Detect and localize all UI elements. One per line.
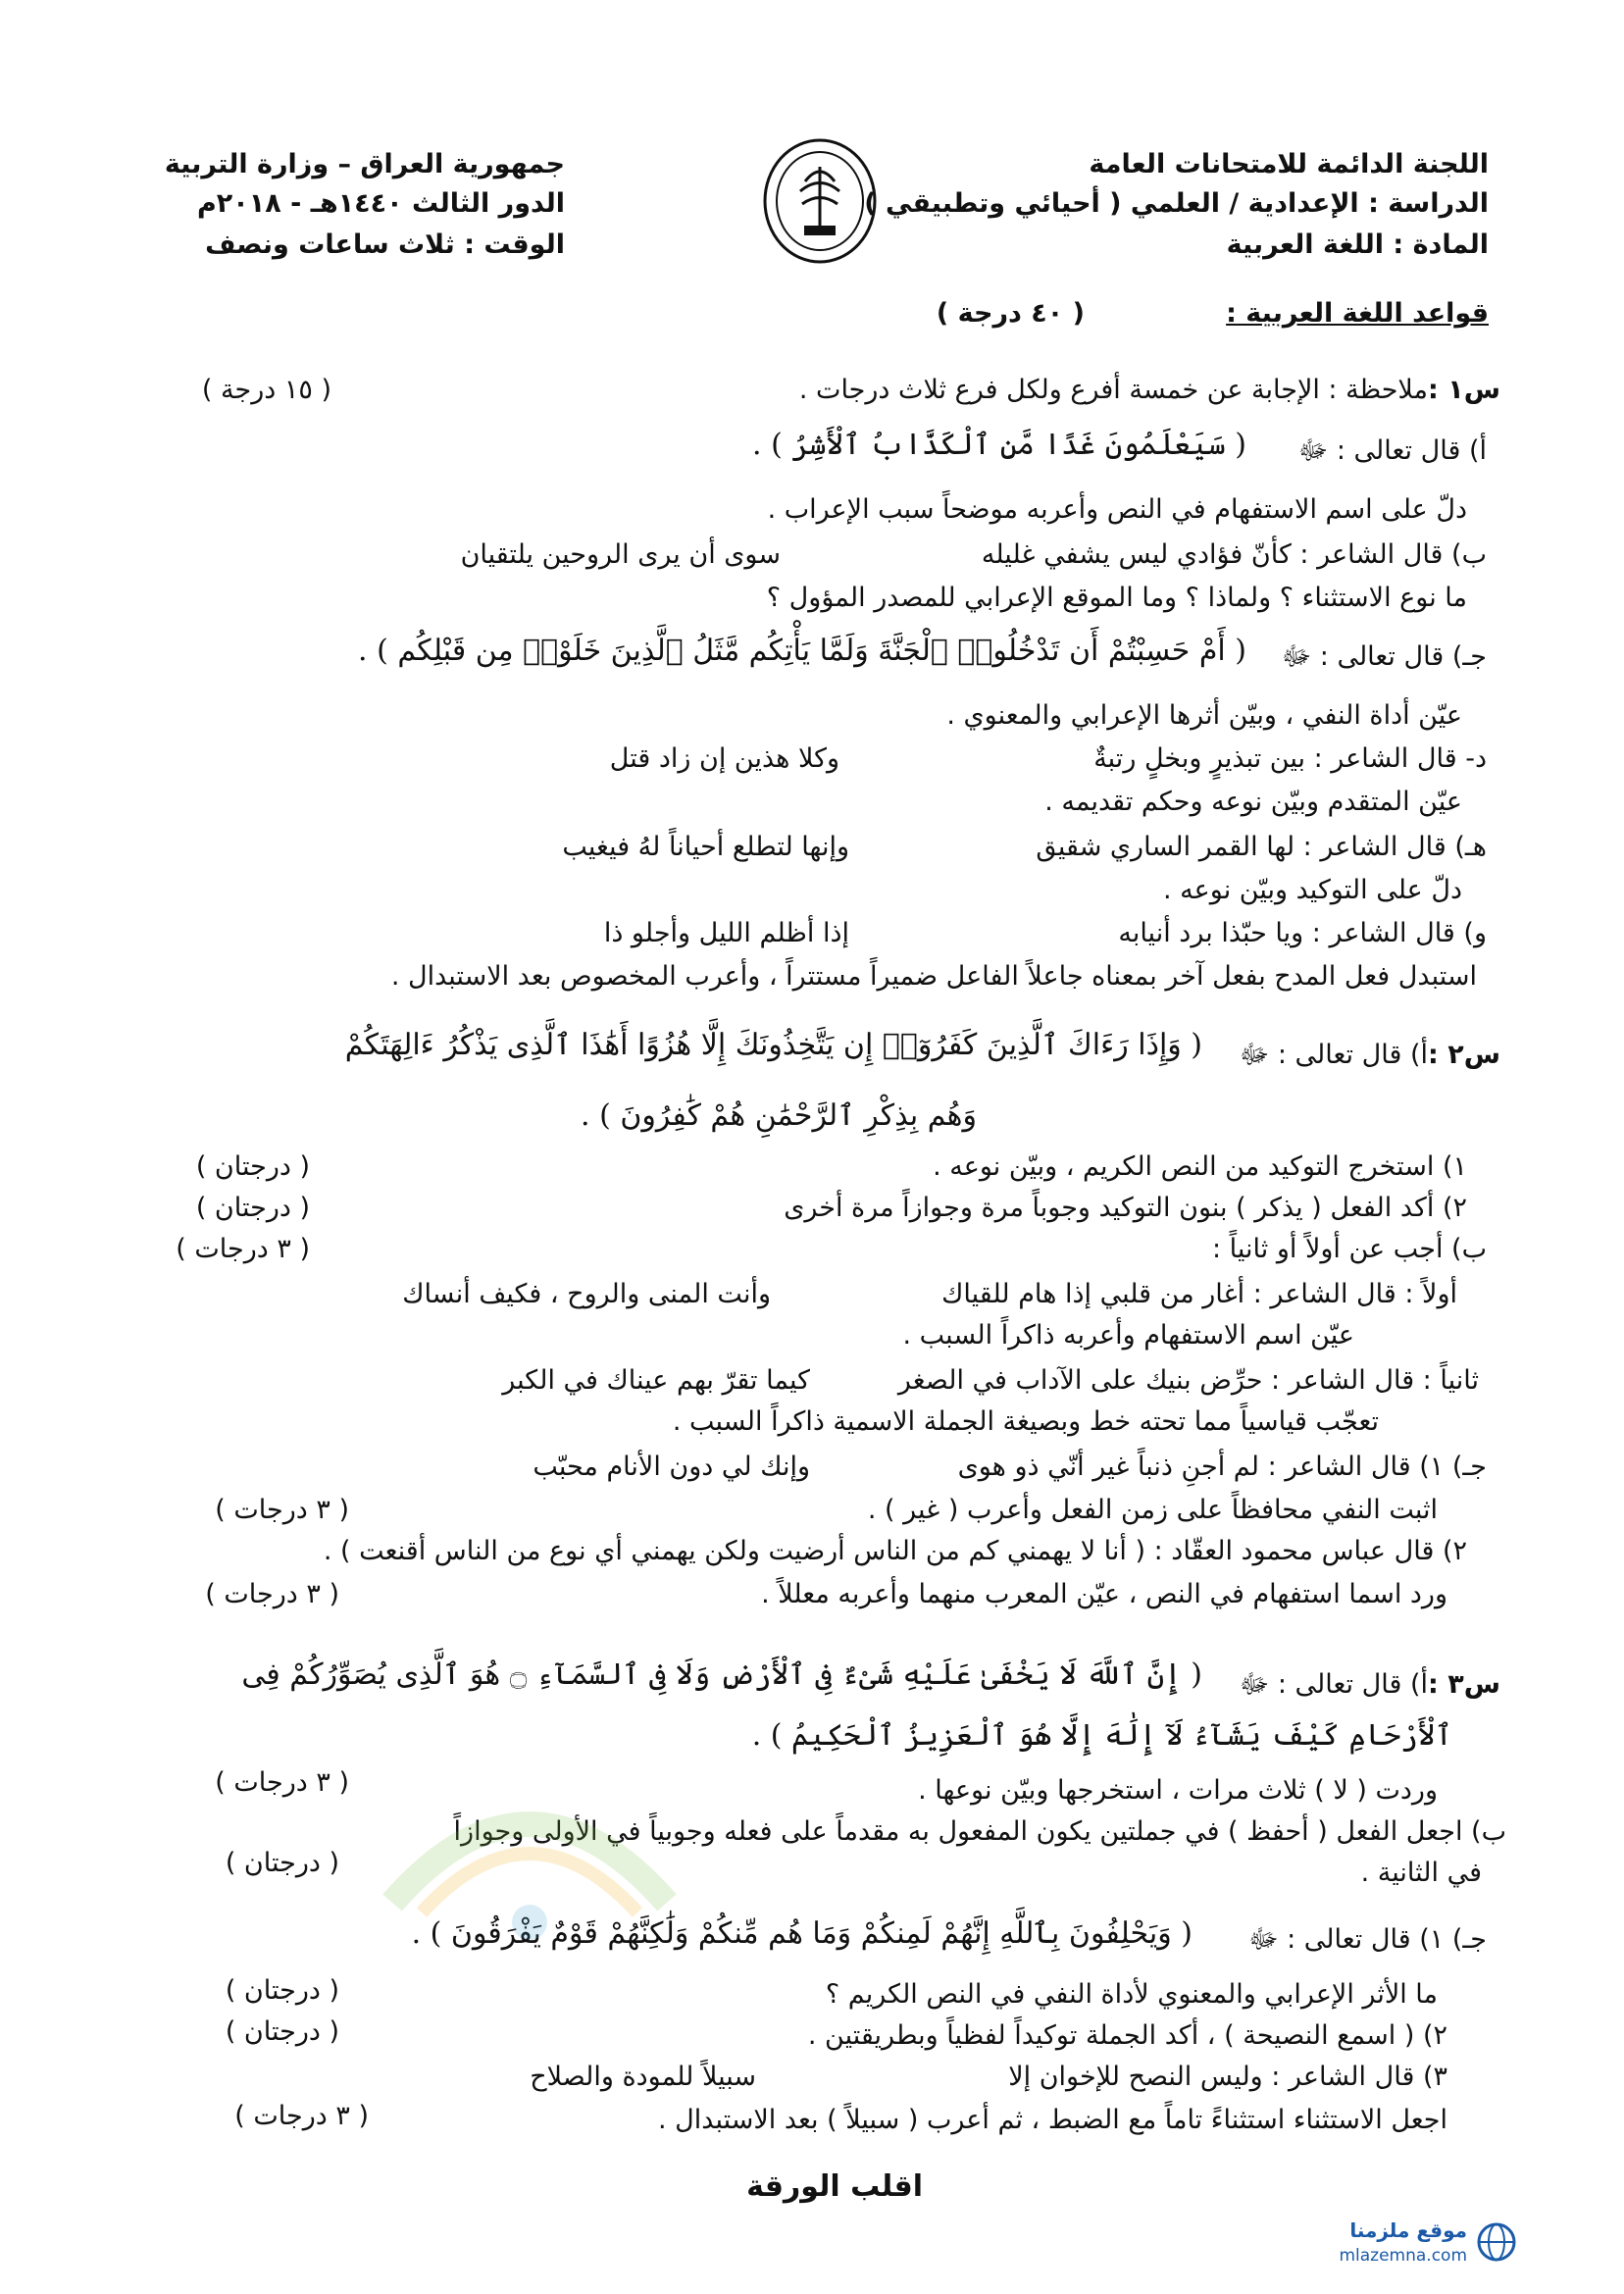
q3-c2: ٢) ( اسمع النصيحة ) ، أكد الجملة توكيداً لفظياً وبطريقتين . <box>807 2020 1447 2051</box>
q1-f-task: استبدل فعل المدح بفعل آخر بمعناه جاعلاً الفاعل ضميراً مستتراً ، وأعرب المخصوص بعد الاستبدال . <box>390 961 1477 992</box>
turn-page-note: اقلب الورقة <box>746 2169 923 2204</box>
q3-c1-task: ما الأثر الإعرابي والمعنوي لأداة النفي في النص الكريم ؟ <box>825 1979 1438 2010</box>
q3-b-line1: ب) اجعل الفعل ( أحفظ ) في جملتين يكون المفعول به مقدماً على فعله وجوبياً في الأولى وجوازاً <box>453 1816 1506 1847</box>
q2-b1-verse2: وأنت المنى والروح ، فكيف أنساك <box>402 1279 771 1309</box>
q3-c2-marks: ( درجتان ) <box>225 2016 339 2047</box>
exam-round: الدور الثالث ١٤٤٠هـ - ٢٠١٨م <box>197 188 565 219</box>
q1-a-task: دلّ على اسم الاستفهام في النص وأعربه موضحاً سبب الإعراب . <box>767 494 1467 525</box>
q2-c1-task: اثبت النفي محافظاً على زمن الفعل وأعرب ( غير ) . <box>867 1495 1438 1525</box>
q3-a-verse2: ٱلْأَرْحَامِ كَيْفَ يَشَآءُ لَآ إِلَٰهَ إِلَّا هُوَ ٱلْعَزِيزُ ٱلْحَكِيمُ ) . <box>751 1718 1452 1753</box>
q1-e-intro: هـ) قال الشاعر : لها القمر الساري شقيق <box>1036 832 1487 862</box>
watermark-logo <box>353 1707 706 1962</box>
q3-b-marks: ( درجتان ) <box>225 1848 339 1878</box>
q1-d-intro: د- قال الشاعر : بين تبذيرٍ وبخلٍ رتبةٌ <box>1093 743 1487 774</box>
site-name: موقع ملزمنا <box>1349 2218 1467 2242</box>
q1-c-task: عيّن أداة النفي ، وبيّن أثرها الإعرابي والمعنوي . <box>946 700 1462 731</box>
q1-e-verse2: وإنها لتطلع أحياناً لهُ فيغيب <box>562 832 849 862</box>
q3-c3-marks: ( ٣ درجات ) <box>234 2101 369 2131</box>
q1-a-verse: ( سَيَعْلَمُونَ غَدًا مَّنِ ٱلْكَذَّابُ ٱلْأَشِرُ ) . <box>752 428 1246 462</box>
q1-marks: ( ١٥ درجة ) <box>201 375 331 405</box>
q2-a-intro: أ) قال تعالى : ﷻ <box>1239 1040 1428 1070</box>
q3-c3-intro: ٣) قال الشاعر : وليس النصح للإخوان إلا <box>1008 2062 1447 2092</box>
q2-b1-intro: أولاً : قال الشاعر : أغار من قلبي إذا هام للقياك <box>941 1279 1457 1309</box>
site-url[interactable]: mlazemna.com <box>1339 2246 1467 2266</box>
q2-c2-marks: ( ٣ درجات ) <box>205 1579 339 1609</box>
q1-b-intro: ب) قال الشاعر : كأنّ فؤادي ليس يشفي غليله <box>981 539 1487 570</box>
q3-a-verse1: ( إِنَّ ٱللَّهَ لَا يَخْفَىٰ عَلَيْهِ شَىْءٌ فِى ٱلْأَرْضِ وَلَا فِى ٱلسَّمَآءِ ۝ هُوَ ٱلَّذِى يُصَوِّرُكُمْ فِى <box>241 1657 1202 1692</box>
q1-e-task: دلّ على التوكيد وبيّن نوعه . <box>1163 875 1462 905</box>
q2-b2-verse2: كيما تقرّ بهم عيناك في الكبر <box>502 1365 810 1396</box>
q3-c1-verse: ( وَيَحْلِفُونَ بِٱللَّهِ إِنَّهُمْ لَمِنكُمْ وَمَا هُم مِّنكُمْ وَلَٰكِنَّهُمْ قَوْمٌ يَفْرَقُونَ ) . <box>411 1916 1193 1951</box>
q2-label: س٢ : <box>1428 1040 1500 1070</box>
globe-icon <box>1476 2221 1517 2263</box>
q2-b2-task: تعجّب قياسياً مما تحته خط وبصيغة الجملة الاسمية ذاكراً السبب . <box>672 1406 1379 1437</box>
q2-a-verse2: وَهُم بِذِكْرِ ٱلرَّحْمَٰنِ هُمْ كَٰفِرُونَ ) . <box>581 1098 977 1133</box>
q3-c1-intro: جـ) ١) قال تعالى : ﷻ <box>1248 1924 1487 1955</box>
ministry-seal-logo <box>761 137 879 265</box>
q1-f-verse2: إذا أظلم الليل وأجلو ذا <box>603 918 849 948</box>
study-type: الدراسة : الإعدادية / العلمي ( أحيائي وتطبيقي ) <box>864 188 1489 219</box>
q3-b-line2: في الثانية . <box>1360 1858 1482 1888</box>
q3-c3-task: اجعل الاستثناء استثناءً تاماً مع الضبط ، ثم أعرب ( سبيلاً ) بعد الاستبدال . <box>657 2105 1447 2135</box>
exam-time: الوقت : ثلاث ساعات ونصف <box>205 229 565 260</box>
q1-f-intro: و) قال الشاعر : ويا حبّذا برد أنيابه <box>1118 918 1487 948</box>
q3-c3-verse2: سبيلاً للمودة والصلاح <box>530 2062 756 2092</box>
section-title: قواعد اللغة العربية : <box>1226 298 1489 329</box>
committee-name: اللجنة الدائمة للامتحانات العامة <box>1089 149 1489 179</box>
q1-d-task: عيّن المتقدم وبيّن نوعه وحكم تقديمه . <box>1044 787 1462 817</box>
q3-a-task: وردت ( لا ) ثلاث مرات ، استخرجها وبيّن نوعها . <box>918 1775 1438 1806</box>
q3-a-intro: أ) قال تعالى : ﷻ <box>1239 1669 1428 1700</box>
q2-b1-task: عيّن اسم الاستفهام وأعربه ذاكراً السبب . <box>902 1320 1354 1351</box>
q1-note: ملاحظة : الإجابة عن خمسة أفرع ولكل فرع ثلاث درجات . <box>798 375 1428 405</box>
q1-c-verse: ( أَمْ حَسِبْتُمْ أَن تَدْخُلُوا۟ ٱلْجَنَّةَ وَلَمَّا يَأْتِكُم مَّثَلُ ٱلَّذِينَ خَلَوْا۟ مِن قَبْلِكُم ) . <box>358 634 1246 668</box>
subject-name: المادة : اللغة العربية <box>1226 229 1489 260</box>
q3-c1-marks: ( درجتان ) <box>225 1975 339 2006</box>
q2-c2-intro: ٢) قال عباس محمود العقّاد : ( أنا لا يهمني كم من الناس أرضيت ولكن يهمني أي نوع من الناس أقنعت ) . <box>323 1536 1467 1566</box>
q2-b-marks: ( ٣ درجات ) <box>176 1234 310 1264</box>
q2-c1-verse2: وإنك لي دون الأنام محبّب <box>533 1452 810 1482</box>
q2-a1: ١) استخرج التوكيد من النص الكريم ، وبيّن نوعه . <box>933 1151 1467 1182</box>
q2-a2-marks: ( درجتان ) <box>195 1193 310 1223</box>
ministry-name: جمهورية العراق – وزارة التربية <box>164 149 565 179</box>
q1-b-task: ما نوع الاستثناء ؟ ولماذا ؟ وما الموقع الإعرابي للمصدر المؤول ؟ <box>766 583 1467 613</box>
q2-b2-intro: ثانياً : قال الشاعر : حرِّض بنيك على الآداب في الصغر <box>897 1365 1479 1396</box>
q2-a-verse1: ( وَإِذَا رَءَاكَ ٱلَّذِينَ كَفَرُوٓا۟ إِن يَتَّخِذُونَكَ إِلَّا هُزُوًا أَهَٰذَا ٱلَّذِى يَذْكُرُ ءَالِهَتَكُمْ <box>344 1028 1202 1062</box>
q2-a1-marks: ( درجتان ) <box>195 1151 310 1182</box>
q1-label: س١ : <box>1428 375 1500 405</box>
section-marks: ( ٤٠ درجة ) <box>936 298 1085 329</box>
q3-label: س٣ : <box>1428 1669 1500 1700</box>
q3-a-marks: ( ٣ درجات ) <box>215 1767 349 1798</box>
q2-c1-intro: جـ) ١) قال الشاعر : لم أجنِ ذنباً غير أنّي ذو هوى <box>957 1452 1487 1482</box>
q1-d-verse2: وكلا هذين إن زاد قتل <box>609 743 839 774</box>
q1-b-verse2: سوى أن يرى الروحين يلتقيان <box>460 539 781 570</box>
q1-c-intro: جـ) قال تعالى : ﷻ <box>1281 641 1487 672</box>
q2-a2: ٢) أكد الفعل ( يذكر ) بنون التوكيد وجوباً مرة وجوازاً مرة أخرى <box>784 1193 1467 1223</box>
q2-c2-task: ورد اسما استفهام في النص ، عيّن المعرب منهما وأعربه معللاً . <box>761 1579 1447 1609</box>
q1-a-intro: أ) قال تعالى : ﷻ <box>1297 435 1487 466</box>
q2-c1-marks: ( ٣ درجات ) <box>215 1495 349 1525</box>
q2-b: ب) أجب عن أولاً أو ثانياً : <box>1211 1234 1487 1264</box>
